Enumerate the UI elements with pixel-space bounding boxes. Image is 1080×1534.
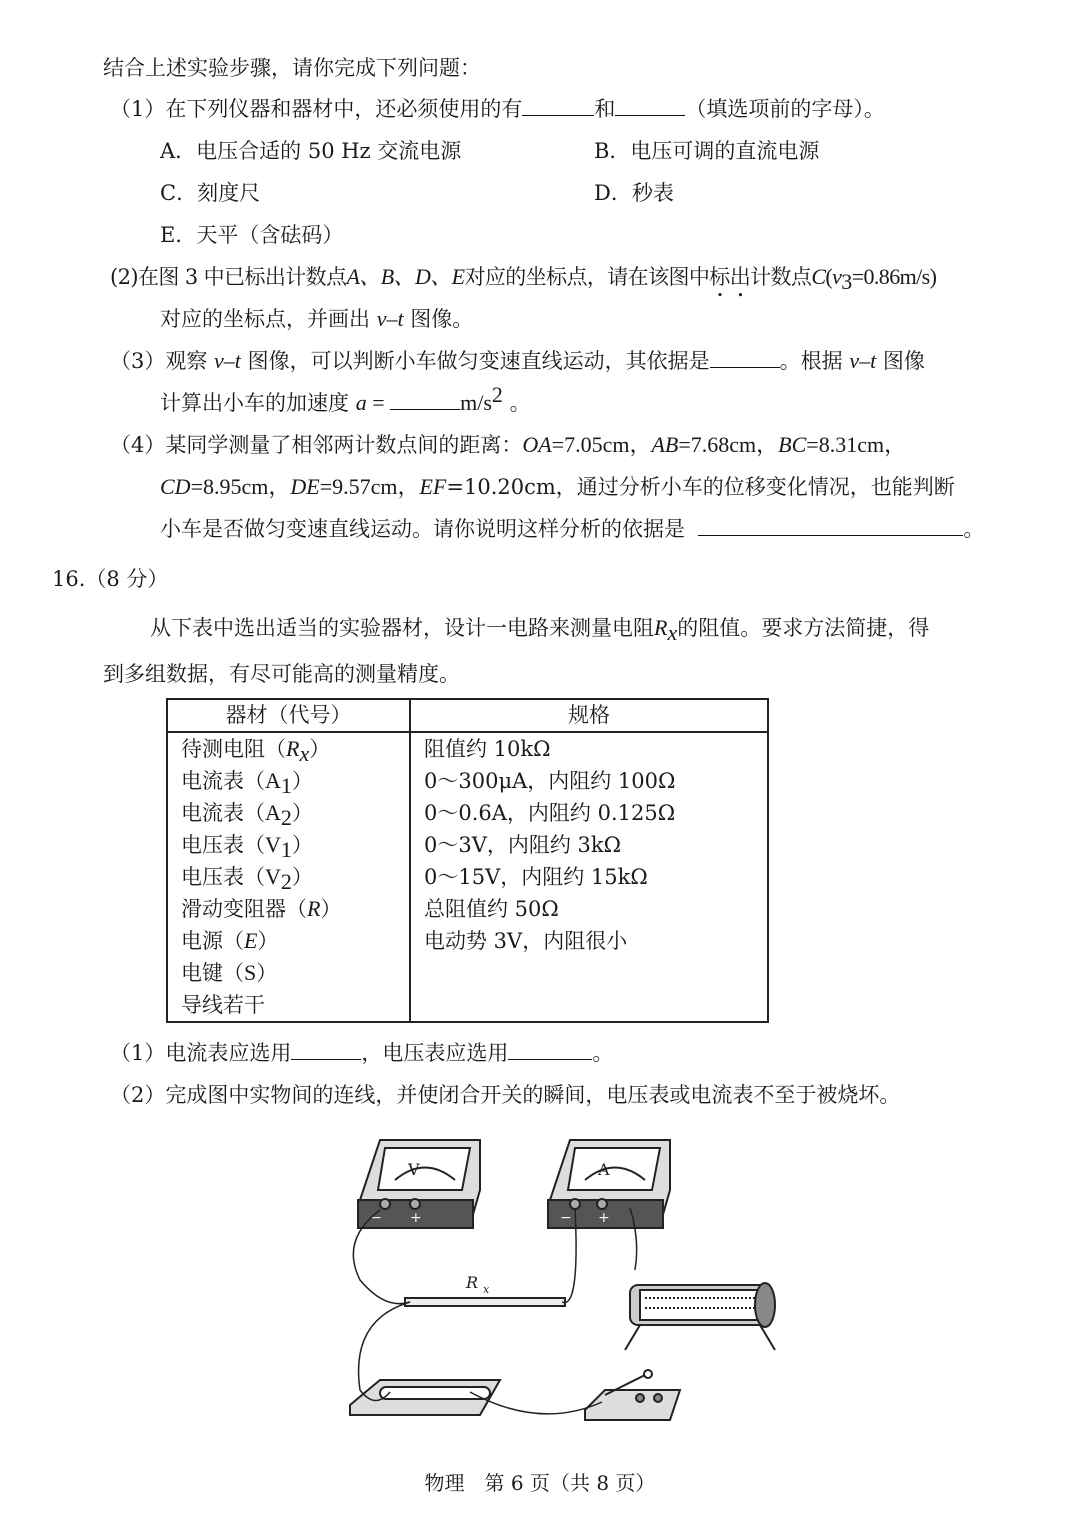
paren-close: ）: [291, 865, 313, 889]
equipment-code-sub: x: [299, 741, 310, 765]
question-16-heading: 16.（8 分）: [52, 567, 169, 591]
equipment-name: 电压表（: [181, 865, 265, 889]
plus-sign: +: [410, 1210, 422, 1226]
seg-value: =7.68cm，: [678, 432, 779, 457]
page-footer: 物理 第 6 页（共 8 页）: [424, 1471, 656, 1495]
unit-exp: 2: [491, 382, 503, 407]
equipment-code: E: [244, 928, 258, 953]
table-row: [167, 765, 768, 797]
q1-and: 和: [594, 97, 616, 121]
equipment-code: R: [307, 896, 321, 921]
q16-text: 从下表中选出适当的实验器材，设计一电路来测量电阻: [150, 616, 654, 640]
paren-close: ）: [256, 961, 278, 985]
answer-blank[interactable]: [615, 95, 685, 116]
ammeter: [548, 1140, 670, 1228]
vt-label: v–t: [376, 306, 404, 331]
equipment-cell: [167, 957, 410, 989]
answer-blank[interactable]: [710, 347, 780, 368]
rheostat: [625, 1283, 775, 1350]
table-row: [167, 957, 768, 989]
answer-blank[interactable]: [698, 515, 963, 536]
seg: CD: [160, 474, 191, 499]
q3-text: 图像: [876, 349, 925, 373]
q3-eq: =: [366, 390, 391, 415]
spec-cell: 电动势 3V，内阻很小: [410, 925, 768, 957]
rx-label: R: [466, 1273, 479, 1292]
answer-blank[interactable]: [522, 95, 594, 116]
seg-value: =8.95cm，: [190, 474, 291, 499]
equipment-code-sub: 1: [280, 837, 292, 861]
equipment-code: A: [265, 768, 281, 793]
answer-blank[interactable]: [390, 389, 460, 410]
question-3: [110, 346, 925, 376]
question-16-text: [150, 613, 930, 646]
equipment-name: 电源（: [181, 929, 244, 953]
equipment-name: 电键（: [181, 961, 244, 985]
rx-var: R: [654, 615, 668, 640]
resistor-rx: [405, 1273, 565, 1306]
spec-cell: [410, 989, 768, 1022]
s1-text: （1）电流表应选用: [110, 1041, 292, 1065]
equipment-cell: [167, 861, 410, 893]
seg-value: =8.31cm，: [806, 432, 907, 457]
seg-value: =7.05cm，: [551, 432, 652, 457]
s1-end: 。: [592, 1041, 614, 1065]
question-3-line2: [160, 382, 531, 418]
q1-text: （1）在下列仪器和器材中，还必须使用的有: [110, 97, 523, 121]
table-row: [167, 893, 768, 925]
equipment-code: V: [265, 832, 281, 857]
equipment-cell: [167, 732, 410, 765]
q2-text: 计数点: [750, 265, 812, 289]
plus-sign: +: [598, 1210, 610, 1226]
question-2-line2: [160, 304, 473, 334]
q2-text: 图像。: [403, 307, 474, 331]
unit: m/s: [460, 390, 492, 415]
q16-text: 的阻值。要求方法简捷，得: [677, 616, 930, 640]
seg: AB: [651, 432, 679, 457]
q2-point-c: C: [811, 264, 826, 289]
seg: DE: [290, 474, 320, 499]
question-2: [110, 262, 936, 302]
equipment-code: A: [265, 800, 281, 825]
minus-sign: −: [560, 1210, 572, 1226]
option-a: A．电压合适的 50 Hz 交流电源: [160, 139, 462, 163]
s1-text: ，电压表应选用: [361, 1041, 509, 1065]
q3-text: 。根据: [779, 349, 850, 373]
minus-sign: −: [370, 1210, 382, 1226]
option-e: E．天平（含砝码）: [160, 223, 344, 247]
seg: OA: [522, 432, 552, 457]
table-row: [167, 797, 768, 829]
equipment-name: 滑动变阻器（: [181, 897, 307, 921]
accel-var: a: [355, 390, 367, 415]
table-row: [167, 989, 768, 1022]
vt-label: v–t: [214, 348, 241, 373]
spec-cell: 0～15V，内阻约 15kΩ: [410, 861, 768, 893]
option-d: D．秒表: [594, 181, 674, 205]
paren-close: ）: [309, 737, 331, 761]
q3-text: 计算出小车的加速度: [160, 391, 356, 415]
equipment-name: 待测电阻（: [181, 737, 286, 761]
col-header-equipment: 器材（代号）: [167, 699, 410, 732]
paren-close: ）: [291, 833, 313, 857]
equipment-name: 电流表（: [181, 801, 265, 825]
q1-hint: （填选项前的字母）。: [685, 97, 885, 121]
q4-end: 。: [963, 517, 985, 541]
paren-close: ）: [291, 801, 313, 825]
seg: EF: [419, 474, 447, 499]
seg: BC: [778, 432, 807, 457]
equipment-cell: [167, 893, 410, 925]
vt-label: v–t: [849, 348, 877, 373]
rx-label-sub: x: [483, 1283, 490, 1296]
answer-blank[interactable]: [508, 1039, 592, 1060]
q2-v: v: [832, 264, 842, 289]
equipment-code: R: [286, 736, 300, 761]
battery: [350, 1380, 500, 1415]
equipment-code-sub: 1: [280, 773, 292, 797]
col-header-spec: 规格: [410, 699, 768, 732]
equipment-cell: [167, 829, 410, 861]
sub-question-2: （2）完成图中实物间的连线，并使闭合开关的瞬间，电压表或电流表不至于被烧坏。: [110, 1083, 901, 1107]
q3-text: 图像，可以判断小车做匀变速直线运动，其依据是: [240, 349, 710, 373]
question-4-line3: [160, 514, 984, 544]
answer-blank[interactable]: [291, 1039, 361, 1060]
equipment-table: [166, 698, 769, 1023]
q3-end: 。: [502, 391, 531, 415]
q2-text: (2)在图 3 中已标出计数点: [110, 265, 347, 289]
equipment-code-sub: 2: [280, 805, 292, 829]
voltmeter-label: V: [408, 1160, 420, 1179]
spec-cell: [410, 957, 768, 989]
equipment-cell: [167, 765, 410, 797]
option-b: B．电压可调的直流电源: [594, 139, 820, 163]
q2-text: (: [825, 264, 833, 289]
q2-text: 对应的坐标点，并画出: [160, 307, 377, 331]
paren-close: ）: [291, 769, 313, 793]
question-4-line2: [160, 472, 955, 502]
equipment-name: 导线若干: [181, 993, 265, 1017]
spec-cell: 0～3V，内阻约 3kΩ: [410, 829, 768, 861]
paren-close: ）: [257, 929, 279, 953]
spec-cell: 0～300μA，内阻约 100Ω: [410, 765, 768, 797]
q2-v-sub: 3: [841, 269, 852, 295]
circuit-figure: [340, 1130, 800, 1430]
table-row: [167, 861, 768, 893]
question-4: [110, 430, 906, 460]
table-row: [167, 925, 768, 957]
table-row: [167, 829, 768, 861]
ammeter-label: A: [598, 1160, 610, 1179]
seg-value: =10.20cm，通过分析小车的位移变化情况，也能判断: [446, 475, 955, 499]
sub-question-1: [110, 1038, 613, 1068]
seg-value: =9.57cm，: [319, 474, 420, 499]
equipment-name: 电压表（: [181, 833, 265, 857]
q2-points: A、B、D、E: [346, 264, 465, 289]
equipment-code-sub: 2: [280, 869, 292, 893]
table-row: [167, 732, 768, 765]
rx-sub: x: [667, 620, 678, 646]
q4-text: 小车是否做匀变速直线运动。请你说明这样分析的依据是: [160, 517, 685, 541]
equipment-code: V: [265, 864, 281, 889]
question-16-text-2: 到多组数据，有尽可能高的测量精度。: [103, 662, 460, 686]
q4-text: （4）某同学测量了相邻两计数点间的距离：: [110, 433, 523, 457]
spec-cell: 总阻值约 50Ω: [410, 893, 768, 925]
voltmeter: [358, 1140, 480, 1228]
intro-text: 结合上述实验步骤，请你完成下列问题：: [103, 56, 481, 80]
q3-text: （3）观察: [110, 349, 215, 373]
paren-close: ）: [320, 897, 342, 921]
switch: [585, 1370, 680, 1420]
question-1: [110, 94, 885, 124]
spec-cell: 0～0.6A，内阻约 0.125Ω: [410, 797, 768, 829]
equipment-cell: [167, 797, 410, 829]
q2-emphasis: 标出: [709, 265, 751, 289]
equipment-cell: [167, 989, 410, 1022]
equipment-code: S: [244, 960, 257, 985]
option-c: C．刻度尺: [160, 181, 261, 205]
q2-value: =0.86m/s): [851, 264, 937, 289]
equipment-name: 电流表（: [181, 769, 265, 793]
equipment-cell: [167, 925, 410, 957]
q2-text: 对应的坐标点，请在该图中: [464, 265, 710, 289]
spec-cell: 阻值约 10kΩ: [410, 732, 768, 765]
